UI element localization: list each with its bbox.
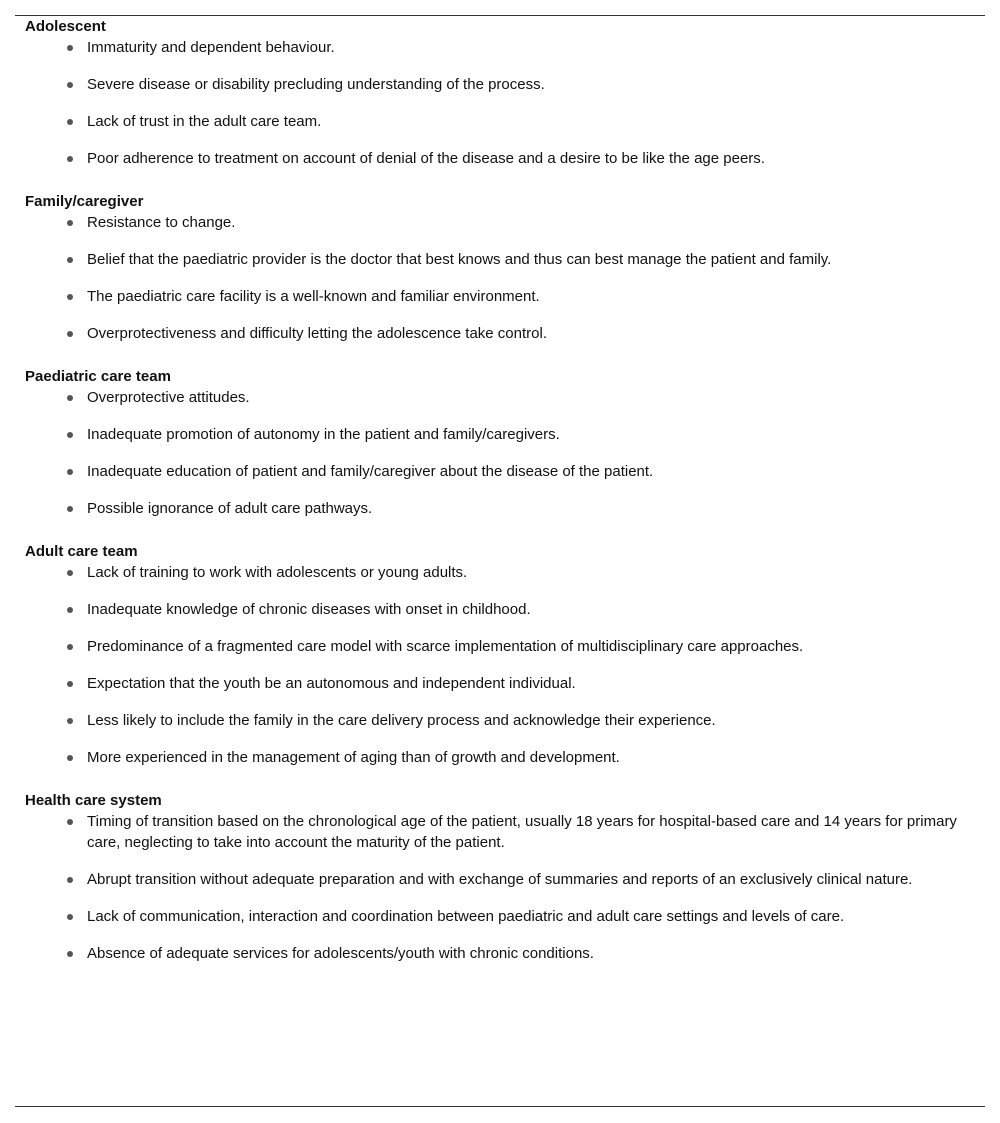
barriers-table	[25, 17, 965, 987]
list-item: Predominance of a fragmented care model with scarce implementation of multidisciplinary care approaches.	[87, 636, 965, 657]
list-item: Inadequate knowledge of chronic diseases with onset in childhood.	[87, 599, 965, 620]
list-item: The paediatric care facility is a well-known and familiar environment.	[87, 286, 965, 307]
list-item: More experienced in the management of aging than of growth and development.	[87, 747, 965, 768]
bottom-rule	[15, 1106, 985, 1107]
top-rule	[15, 15, 985, 16]
section-adult-care-team	[25, 542, 965, 768]
bullet-list	[25, 811, 965, 964]
list-item: Overprotective attitudes.	[87, 387, 965, 408]
list-item: Poor adherence to treatment on account of denial of the disease and a desire to be like the age peers.	[87, 148, 965, 169]
section-title: Adolescent	[25, 18, 106, 35]
list-item: Possible ignorance of adult care pathways.	[87, 498, 965, 519]
section-health-care-system	[25, 791, 965, 964]
list-item: Abrupt transition without adequate preparation and with exchange of summaries and reports of an exclusively clinical nature.	[87, 869, 965, 890]
list-item: Inadequate education of patient and family/caregiver about the disease of the patient.	[87, 461, 965, 482]
list-item: Overprotectiveness and difficulty letting the adolescence take control.	[87, 323, 965, 344]
list-item: Timing of transition based on the chronological age of the patient, usually 18 years for hospital-based care and 14 years for primary care, neglecting to take into account the maturity of the patient.	[87, 811, 965, 853]
list-item: Absence of adequate services for adolescents/youth with chronic conditions.	[87, 943, 965, 964]
section-title: Paediatric care team	[25, 368, 171, 385]
section-title: Health care system	[25, 792, 162, 809]
list-item: Resistance to change.	[87, 212, 965, 233]
section-title: Family/caregiver	[25, 193, 144, 210]
bullet-list	[25, 37, 965, 169]
list-item: Severe disease or disability precluding understanding of the process.	[87, 74, 965, 95]
list-item: Immaturity and dependent behaviour.	[87, 37, 965, 58]
bullet-list	[25, 387, 965, 519]
bullet-list	[25, 562, 965, 768]
bullet-list	[25, 212, 965, 344]
list-item: Belief that the paediatric provider is the doctor that best knows and thus can best manage the patient and family.	[87, 249, 965, 270]
section-paediatric-care-team	[25, 367, 965, 519]
section-title: Adult care team	[25, 543, 138, 560]
list-item: Lack of communication, interaction and coordination between paediatric and adult care settings and levels of care.	[87, 906, 965, 927]
list-item: Expectation that the youth be an autonomous and independent individual.	[87, 673, 965, 694]
section-adolescent	[25, 17, 965, 169]
list-item: Inadequate promotion of autonomy in the patient and family/caregivers.	[87, 424, 965, 445]
list-item: Less likely to include the family in the care delivery process and acknowledge their experience.	[87, 710, 965, 731]
section-family-caregiver	[25, 192, 965, 344]
list-item: Lack of trust in the adult care team.	[87, 111, 965, 132]
list-item: Lack of training to work with adolescents or young adults.	[87, 562, 965, 583]
